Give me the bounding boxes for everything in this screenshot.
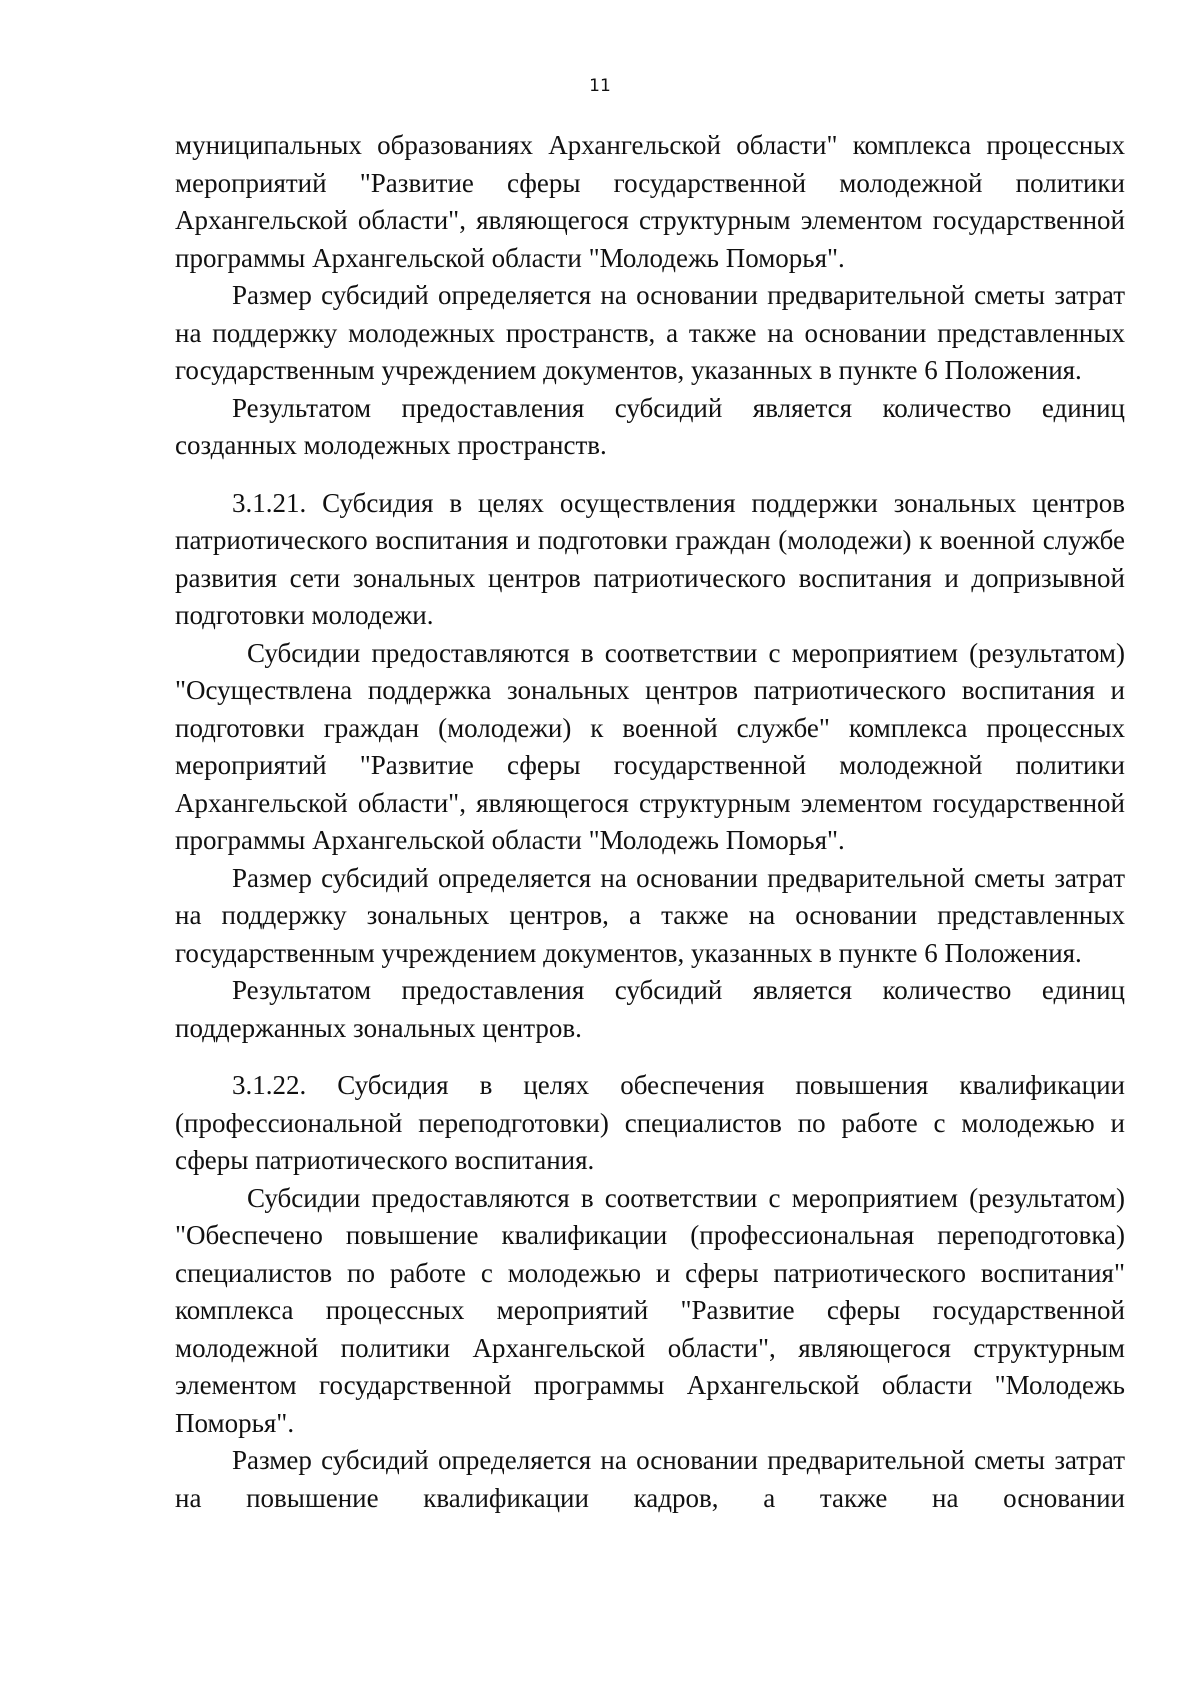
paragraph-continuation: муниципальных образованиях Архангельской области" комплекса процессных мероприятий "Развитие сферы государственной молодежной политики Архангельской области", являющегося структурным элементом государственной программы Архангельской области "Молодежь Поморья".	[175, 130, 1125, 273]
page-number: 11	[589, 76, 611, 96]
paragraph-subsidy-result: Результатом предоставления субсидий является количество единиц созданных молодежных пространств.	[175, 392, 1125, 460]
clause-3-1-22: 3.1.22. Субсидия в целях обеспечения повышения квалификации (профессиональной переподготовки) специалистов по работе с молодежью и сферы патриотического воспитания.	[175, 1070, 1125, 1175]
paragraph-subsidy-provision: Субсидии предоставляются в соответствии с мероприятием (результатом) "Обеспечено повышение квалификации (профессиональная переподготовка) специалистов по работе с молодежью и сферы патриотического воспитания" комплекса процессных мероприятий "Развитие сферы государственной молодежной политики Архангельской области", являющегося структурным элементом государственной программы Архангельской области "Молодежь Поморья".	[175, 1182, 1125, 1438]
paragraph-subsidy-size: Размер субсидий определяется на основании предварительной сметы затрат на повышение квалификации кадров, а также на основании	[175, 1445, 1125, 1513]
document-body	[175, 127, 1125, 1517]
paragraph-subsidy-size: Размер субсидий определяется на основании предварительной сметы затрат на поддержку зональных центров, а также на основании представленных государственным учреждением документов, указанных в пункте 6 Положения.	[175, 862, 1125, 968]
paragraph-subsidy-result: Результатом предоставления субсидий является количество единиц поддержанных зональных центров.	[175, 975, 1125, 1043]
paragraph-subsidy-size: Размер субсидий определяется на основании предварительной сметы затрат на поддержку молодежных пространств, а также на основании представленных государственным учреждением документов, указанных в пункте 6 Положения.	[175, 280, 1125, 385]
paragraph-subsidy-provision: Субсидии предоставляются в соответствии с мероприятием (результатом) "Осуществлена поддержка зональных центров патриотического воспитания и подготовки граждан (молодежи) к военной службе" комплекса процессных мероприятий "Развитие сферы государственной молодежной политики Архангельской области", являющегося структурным элементом государственной программы Архангельской области "Молодежь Поморья".	[175, 637, 1125, 855]
clause-3-1-21: 3.1.21. Субсидия в целях осуществления поддержки зональных центров патриотического воспитания и подготовки граждан (молодежи) к военной службе развития сети зональных центров патриотического воспитания и допризывной подготовки молодежи.	[175, 487, 1125, 630]
